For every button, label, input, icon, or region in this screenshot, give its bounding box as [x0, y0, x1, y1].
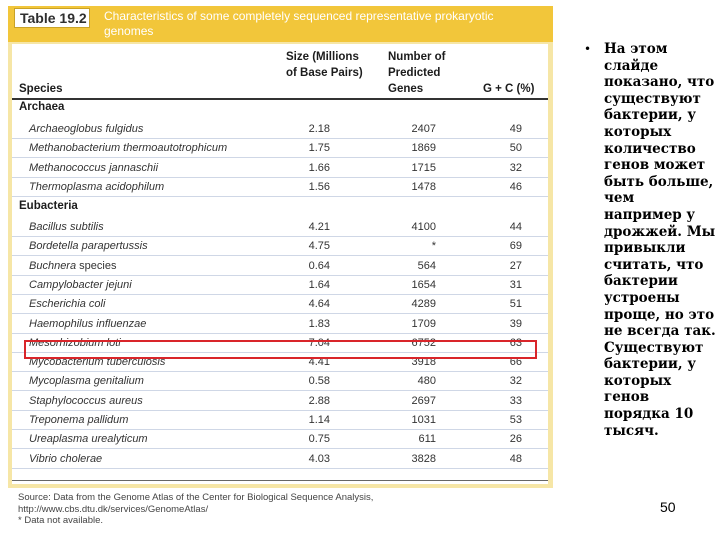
footnote: * Data not available.: [18, 515, 104, 526]
genes-cell: 564: [417, 259, 436, 272]
size-cell: 7.04: [308, 336, 330, 349]
table-row: [12, 392, 548, 411]
species-cell: [29, 120, 143, 139]
col-header-genes: Number of Predicted Genes: [388, 51, 446, 95]
size-cell: 2.18: [308, 123, 330, 135]
species-name: Mycoplasma genitalium: [29, 375, 144, 388]
genes-cell: 1709: [411, 317, 436, 330]
genes-cell: 3828: [411, 452, 436, 465]
species-cell: [29, 237, 148, 256]
table-row: [12, 276, 548, 295]
size-cell: 4.41: [308, 356, 330, 369]
species-cell: [29, 295, 105, 314]
gc-cell: 31: [509, 278, 522, 291]
genes-cell: 2697: [411, 394, 436, 407]
species-name: Vibrio cholerae: [29, 452, 103, 465]
species-name: Bacillus subtilis: [29, 221, 104, 233]
genes-cell: 6752: [411, 336, 436, 349]
genes-cell: 1654: [411, 278, 436, 291]
table-source-note: [18, 492, 498, 527]
size-cell: 2.88: [308, 394, 330, 407]
genes-cell: 4100: [411, 221, 436, 233]
species-cell: [29, 159, 158, 178]
species-name: Bordetella parapertussis: [29, 240, 148, 253]
slide-body-text: На этом слайде показано, что существуют бактерии, у которых количество генов может быть больше, чем например у дрожжей. Мы привыкли считать, что бактерии устроены проще, но это не всегда так. Существуют бактерии, у которых генов порядка 10 тысяч.: [604, 41, 716, 439]
group-label: Archaea: [19, 101, 65, 113]
genes-cell: 1715: [411, 161, 436, 174]
size-cell: 4.03: [308, 452, 330, 465]
gc-cell: 46: [509, 180, 522, 193]
table-row: [12, 257, 548, 276]
genes-cell: 611: [418, 433, 436, 446]
genes-cell: 1031: [411, 414, 436, 426]
species-cell: [29, 257, 116, 276]
table-number-tag: Table 19.2: [14, 8, 90, 28]
species-name: Buchnera: [29, 259, 77, 272]
genes-cell: 1478: [411, 180, 436, 193]
genes-cell: 1869: [411, 142, 436, 155]
species-name: Haemophilus influenzae: [29, 317, 147, 330]
size-cell: 4.21: [308, 221, 330, 233]
table-row: [12, 178, 548, 197]
size-cell: 1.66: [308, 161, 330, 174]
gc-cell: 53: [509, 414, 522, 426]
species-cell: [29, 450, 102, 469]
bullet-marker: •: [584, 42, 592, 56]
genes-cell: 3918: [411, 356, 436, 369]
genes-cell: 2407: [411, 123, 436, 135]
species-name: Mycobacterium tuberculosis: [29, 356, 166, 369]
species-name: Methanococcus jannaschii: [29, 161, 159, 174]
genes-cell: 480: [417, 375, 436, 388]
table-row: [12, 159, 548, 178]
gc-cell: 44: [509, 221, 522, 233]
source-url: http://www.cbs.dtu.dk/services/GenomeAtlas/: [18, 503, 209, 515]
gc-cell: 48: [509, 452, 522, 465]
gc-cell: 50: [509, 142, 522, 155]
genes-cell: *: [431, 240, 436, 253]
species-name: Escherichia coli: [29, 298, 106, 311]
gc-cell: 49: [509, 123, 522, 135]
size-cell: 4.75: [308, 240, 330, 253]
size-cell: 1.14: [308, 414, 330, 426]
source-line: Source: Data from the Genome Atlas of the Center for Biological Sequence Analysis,: [18, 492, 374, 503]
size-cell: 0.64: [308, 259, 330, 272]
species-suffix: species: [76, 259, 117, 272]
species-cell: [29, 411, 128, 430]
species-name: Staphylococcus aureus: [29, 394, 143, 407]
species-cell: [29, 372, 144, 391]
species-cell: [29, 218, 104, 237]
species-cell: [29, 276, 132, 295]
gc-cell: 69: [509, 240, 522, 253]
table-row: [12, 411, 548, 430]
group-label: Eubacteria: [19, 200, 78, 212]
genes-cell: 4289: [411, 298, 436, 311]
size-cell: 1.64: [308, 278, 330, 291]
gc-cell: 39: [509, 317, 522, 330]
size-cell: 4.64: [308, 298, 330, 311]
col-header-size: Size (Millions of Base Pairs): [286, 51, 363, 79]
species-name: Campylobacter jejuni: [29, 278, 132, 291]
table-caption: Characteristics of some completely sequenced representative prokaryotic genomes: [104, 9, 494, 38]
table-row: [12, 295, 548, 314]
species-name: Treponema pallidum: [29, 414, 129, 426]
gc-cell: 63: [509, 336, 522, 349]
table-row: [12, 237, 548, 256]
gc-cell: 32: [509, 161, 522, 174]
species-name: Methanobacterium thermoautotrophicum: [29, 142, 228, 155]
species-name: Archaeoglobus fulgidus: [29, 123, 144, 135]
table-end-rule: [12, 480, 548, 481]
species-cell: [29, 392, 143, 411]
table-row: [12, 430, 548, 449]
size-cell: 0.58: [308, 375, 330, 388]
size-cell: 1.75: [308, 142, 330, 155]
gc-cell: 33: [509, 394, 522, 407]
highlight-box: [24, 340, 537, 359]
page-number: 50: [660, 499, 676, 515]
species-name: Ureaplasma urealyticum: [29, 433, 148, 446]
gc-cell: 32: [509, 375, 522, 388]
species-name: Thermoplasma acidophilum: [29, 180, 165, 193]
table-row: [12, 315, 548, 334]
col-header-species: Species: [19, 83, 63, 95]
table-row: [12, 450, 548, 469]
table-row: [12, 218, 548, 237]
gc-cell: 27: [509, 259, 522, 272]
header-rule: [12, 98, 548, 100]
size-cell: 1.83: [308, 317, 330, 330]
species-cell: [29, 315, 146, 334]
table-row: [12, 372, 548, 391]
col-header-gc: G + C (%): [483, 83, 535, 95]
table-row: [12, 139, 548, 158]
species-cell: [29, 139, 227, 158]
gc-cell: 26: [509, 433, 522, 446]
species-cell: [29, 178, 164, 197]
size-cell: 1.56: [308, 180, 330, 193]
gc-cell: 66: [509, 356, 522, 369]
table-row: [12, 120, 548, 139]
gc-cell: 51: [509, 298, 522, 311]
size-cell: 0.75: [308, 433, 330, 446]
species-cell: [29, 430, 148, 449]
species-name: Mesorhizobium loti: [29, 336, 121, 349]
